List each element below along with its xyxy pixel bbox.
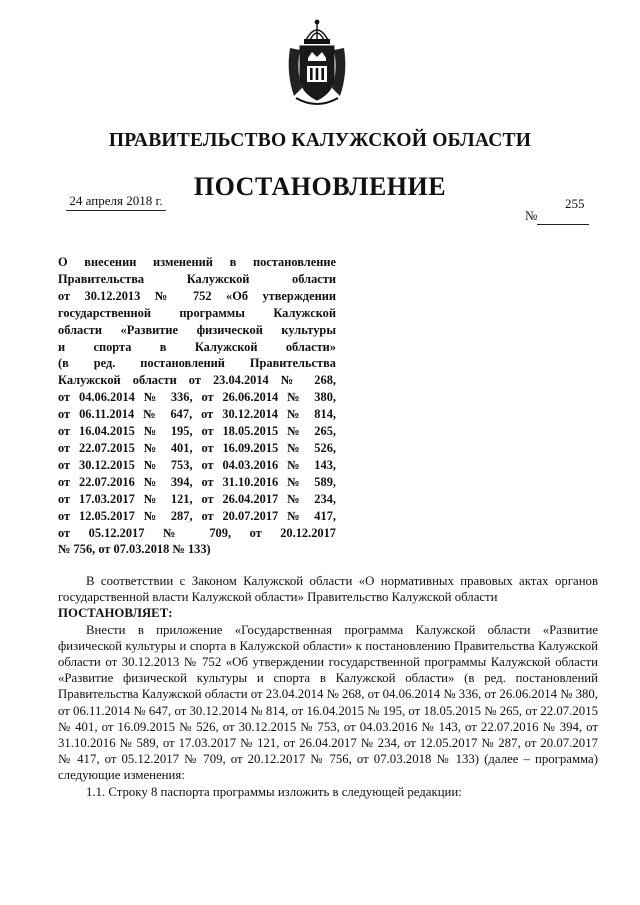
decree-number-underline (537, 224, 589, 225)
subject-line: Правительства Калужской области (58, 271, 336, 286)
decides-heading: ПОСТАНОВЛЯЕТ: (58, 606, 173, 621)
subject-line: от 12.05.2017 № 287, от 20.07.2017 № 417, (58, 508, 336, 523)
subject-line: от 16.04.2015 № 195, от 18.05.2015 № 265, (58, 424, 336, 439)
decree-date: 24 апреля 2018 г. (66, 193, 166, 211)
decree-number-label: № (525, 208, 538, 223)
subject-line: от 17.03.2017 № 121, от 26.04.2017 № 234, (58, 491, 336, 506)
subject-line: от 22.07.2016 № 394, от 31.10.2016 № 589, (58, 474, 336, 489)
subject-line: О внесении изменений в постановление (58, 255, 336, 269)
decree-subject (58, 254, 336, 558)
document-type-title: ПОСТАНОВЛЕНИЕ (193, 172, 447, 201)
subject-line: № 756, от 07.03.2018 № 133) (58, 542, 211, 557)
subject-line: Калужской области от 23.04.2014 № 268, (58, 373, 336, 388)
subject-line: от 04.06.2014 № 336, от 26.06.2014 № 380, (58, 390, 336, 405)
subject-line: (в ред. постановлений Правительства (58, 356, 336, 371)
subject-line: от 22.07.2015 № 401, от 16.09.2015 № 526, (58, 440, 336, 455)
coat-of-arms-emblem (284, 18, 350, 106)
preamble-paragraph: В соответствии с Законом Калужской области «О нормативных правовых актах органов государственной власти Калужской области» Правительство Калужской области (58, 574, 598, 605)
subject-line: от 30.12.2013 № 752 «Об утверждении (58, 288, 336, 303)
subject-line: государственной программы Калужской (58, 305, 336, 320)
item-1-1-paragraph: 1.1. Строку 8 паспорта программы изложить в следующей редакции: (86, 784, 462, 799)
amendment-paragraph: Внести в приложение «Государственная программа Калужской области «Развитие физической культуры и спорта в Калужской области» к постановлению Правительства Калужской области от 30.12.2013 № 752 «Об утверждении государственной программы Калужской области «Развитие физической культуры и спорта в Калужской области» (в ред. постановлений Правительства Калужской области от 23.04.2014 № 268, от 04.06.2014 № 336, от 26.06.2014 № 380, от 06.11.2014 № 647, от 30.12.2014 № 814, от 16.04.2015 № 195, от 18.05.2015 № 265, от 22.07.2015 № 401, от 16.09.2015 № 526, от 30.12.2015 № 753, от 04.03.2016 № 143, от 22.07.2016 № 394, от 31.10.2016 № 589, от 17.03.2017 № 121, от 26.04.2017 № 234, от 12.05.2017 № 287, от 20.07.2017 № 417, от 05.12.2017 № 709, от 20.12.2017 № 756, от 07.03.2018 № 133) (далее – программа) следующие изменения: (58, 622, 599, 783)
subject-line: от 06.11.2014 № 647, от 30.12.2014 № 814, (58, 407, 336, 422)
decree-body (58, 573, 598, 800)
subject-line: области «Развитие физической культуры (58, 322, 336, 337)
decree-number: 255 (565, 196, 585, 211)
subject-line: и спорта в Калужской области» (58, 339, 336, 354)
subject-line: от 05.12.2017 № 709, от 20.12.2017 (58, 525, 336, 540)
government-title: ПРАВИТЕЛЬСТВО КАЛУЖСКОЙ ОБЛАСТИ (108, 130, 532, 151)
subject-line: от 30.12.2015 № 753, от 04.03.2016 № 143, (58, 457, 336, 472)
